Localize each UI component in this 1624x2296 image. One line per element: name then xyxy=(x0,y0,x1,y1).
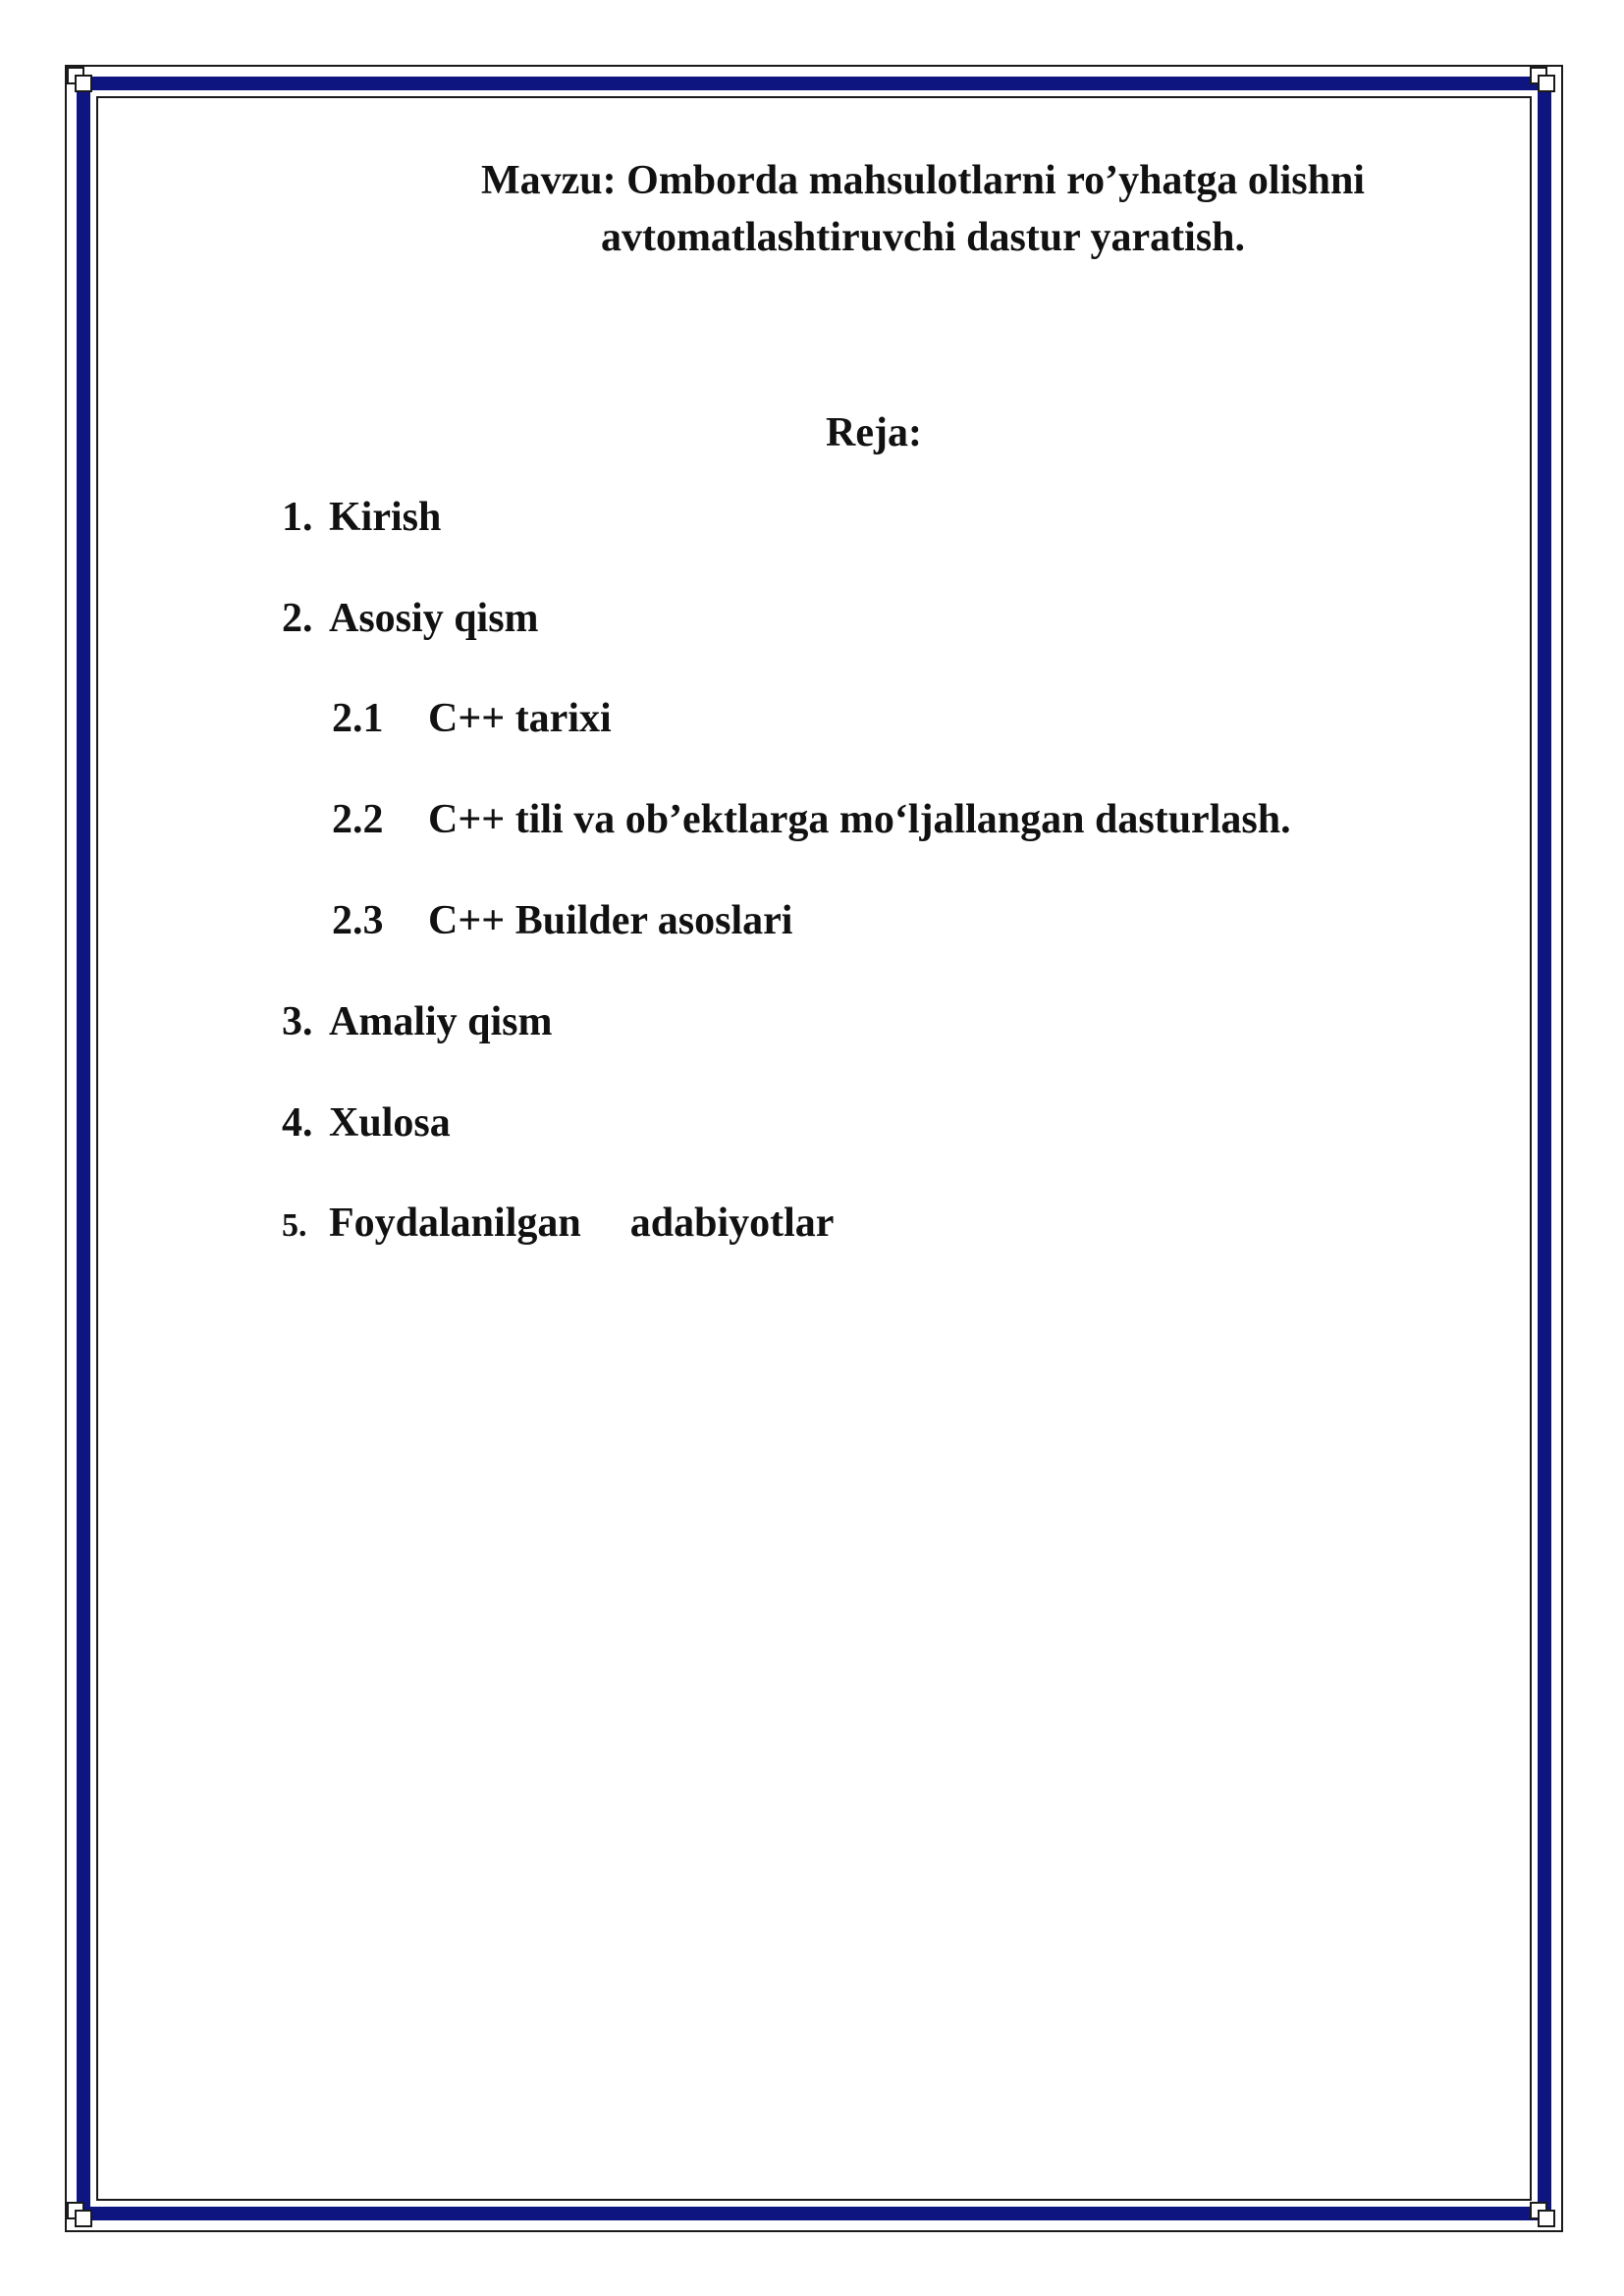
plan-item-text-part-2: adabiyotlar xyxy=(629,1201,835,1246)
plan-item-number: 4. xyxy=(282,1100,313,1146)
plan-item-number: 2.1 xyxy=(332,696,384,741)
plan-item-number: 2.3 xyxy=(332,898,384,943)
plan-item-text: Kirish xyxy=(329,495,442,540)
plan-item-1 xyxy=(282,490,441,545)
plan-item-text: Amaliy qism xyxy=(329,999,553,1044)
corner-ornament-bottom-right xyxy=(1530,2202,1557,2229)
plan-item-number: 3. xyxy=(282,999,313,1044)
plan-subitem-2-2 xyxy=(332,792,1291,847)
plan-item-4 xyxy=(282,1095,451,1150)
plan-item-text: C++ tarixi xyxy=(428,696,612,741)
plan-heading: Reja: xyxy=(826,410,922,455)
plan-item-3 xyxy=(282,994,553,1049)
corner-ornament-bottom-left xyxy=(67,2202,94,2229)
document-title xyxy=(412,152,1434,266)
plan-item-text: C++ Builder asoslari xyxy=(428,898,793,943)
plan-item-text-part-1: Foydalanilgan xyxy=(329,1201,581,1246)
plan-item-text: Xulosa xyxy=(329,1100,451,1146)
plan-subitem-2-1 xyxy=(332,691,612,746)
title-line-1: Mavzu: Omborda mahsulotlarni ro’yhatga olishni xyxy=(481,158,1365,203)
corner-ornament-top-left xyxy=(67,67,94,94)
plan-subitem-2-3 xyxy=(332,893,792,948)
plan-item-number: 2.2 xyxy=(332,797,384,842)
plan-item-number: 5. xyxy=(282,1207,307,1244)
plan-item-2 xyxy=(282,591,539,646)
plan-item-5 xyxy=(282,1196,834,1254)
plan-item-number: 2. xyxy=(282,596,313,641)
corner-ornament-top-right xyxy=(1530,67,1557,94)
title-line-2: avtomatlashtiruvchi dastur yaratish. xyxy=(600,215,1246,260)
plan-item-number: 1. xyxy=(282,495,313,540)
plan-item-text: Asosiy qism xyxy=(329,596,539,641)
plan-item-text: C++ tili va ob’ektlarga mo‘ljallangan dasturlash. xyxy=(428,797,1291,842)
